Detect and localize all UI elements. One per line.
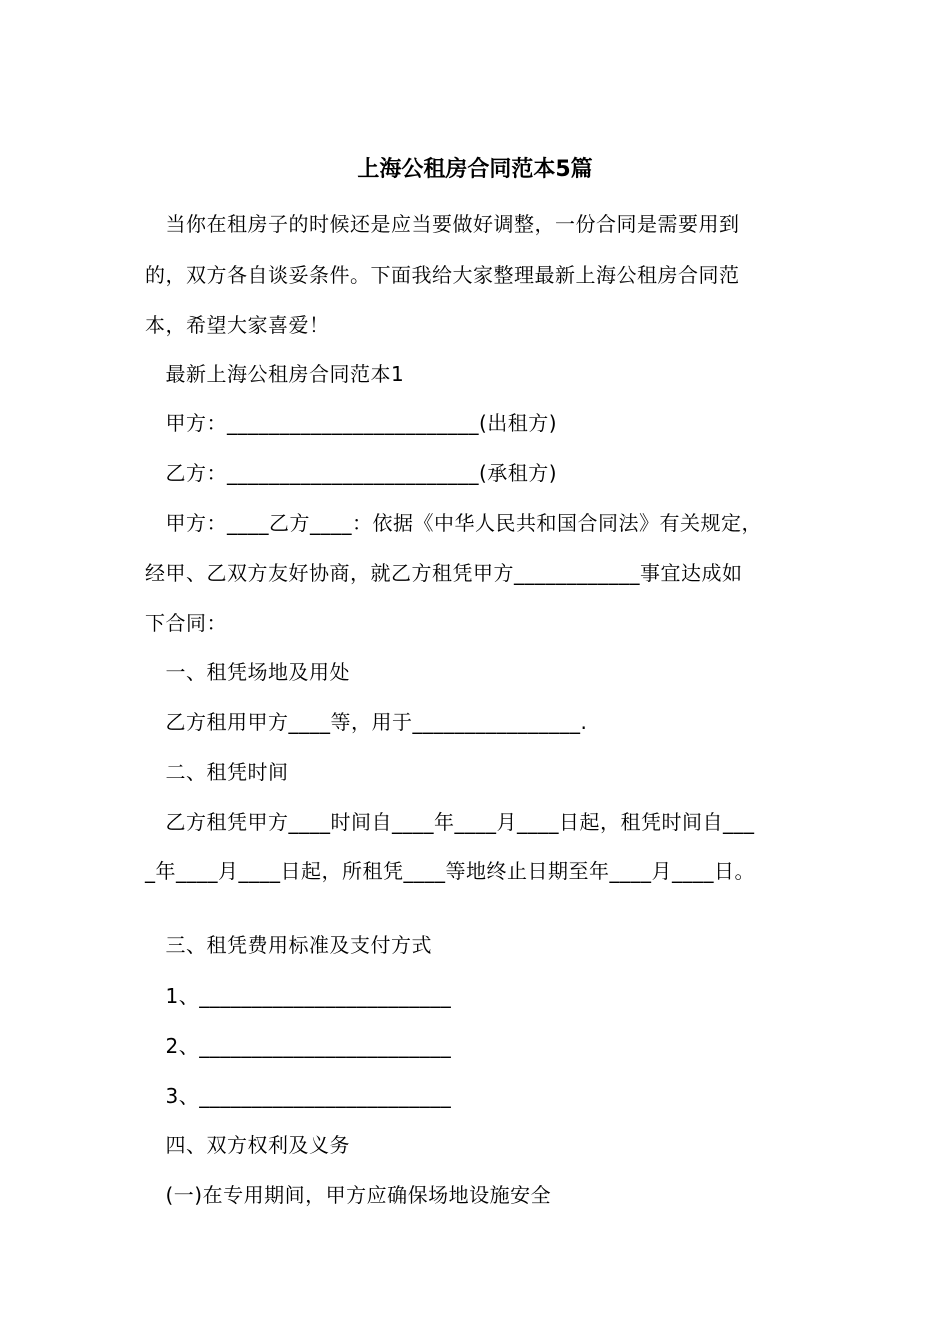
paragraph-line: 当你在租房子的时候还是应当要做好调整，一份合同是需要用到 bbox=[145, 212, 740, 236]
paragraph-line: 本，希望大家喜爱！ bbox=[145, 313, 330, 337]
paragraph-line: _年____月____日起，所租凭____等地终止日期至年____月____日。 bbox=[145, 859, 755, 883]
paragraph-line: 乙方租凭甲方____时间自____年____月____日起，租凭时间自___ bbox=[145, 810, 755, 834]
paragraph-line: 甲方：____乙方____：依据《中华人民共和国合同法》有关规定， bbox=[145, 511, 762, 535]
paragraph-line: 经甲、乙双方友好协商，就乙方租凭甲方____________事宜达成如 bbox=[145, 561, 743, 585]
paragraph-line: (一)在专用期间，甲方应确保场地设施安全 bbox=[145, 1183, 552, 1207]
party-b-line: 乙方：________________________(承租方) bbox=[145, 461, 558, 485]
clause-heading: 三、租凭费用标准及支付方式 bbox=[145, 933, 432, 957]
paragraph-line: 的，双方各自谈妥条件。下面我给大家整理最新上海公租房合同范 bbox=[145, 263, 740, 287]
clause-heading: 四、双方权利及义务 bbox=[145, 1133, 350, 1157]
paragraph-line: 下合同： bbox=[145, 611, 227, 635]
blank-item: 2、________________________ bbox=[145, 1034, 452, 1058]
section-heading: 最新上海公租房合同范本1 bbox=[145, 362, 405, 386]
clause-heading: 二、租凭时间 bbox=[145, 760, 289, 784]
paragraph-line: 乙方租用甲方____等，用于________________. bbox=[145, 710, 588, 734]
document-title: 上海公租房合同范本5篇 bbox=[357, 157, 593, 182]
blank-item: 1、________________________ bbox=[145, 984, 452, 1008]
party-a-line: 甲方：________________________(出租方) bbox=[145, 411, 558, 435]
blank-item: 3、________________________ bbox=[145, 1084, 452, 1108]
clause-heading: 一、租凭场地及用处 bbox=[145, 660, 350, 684]
